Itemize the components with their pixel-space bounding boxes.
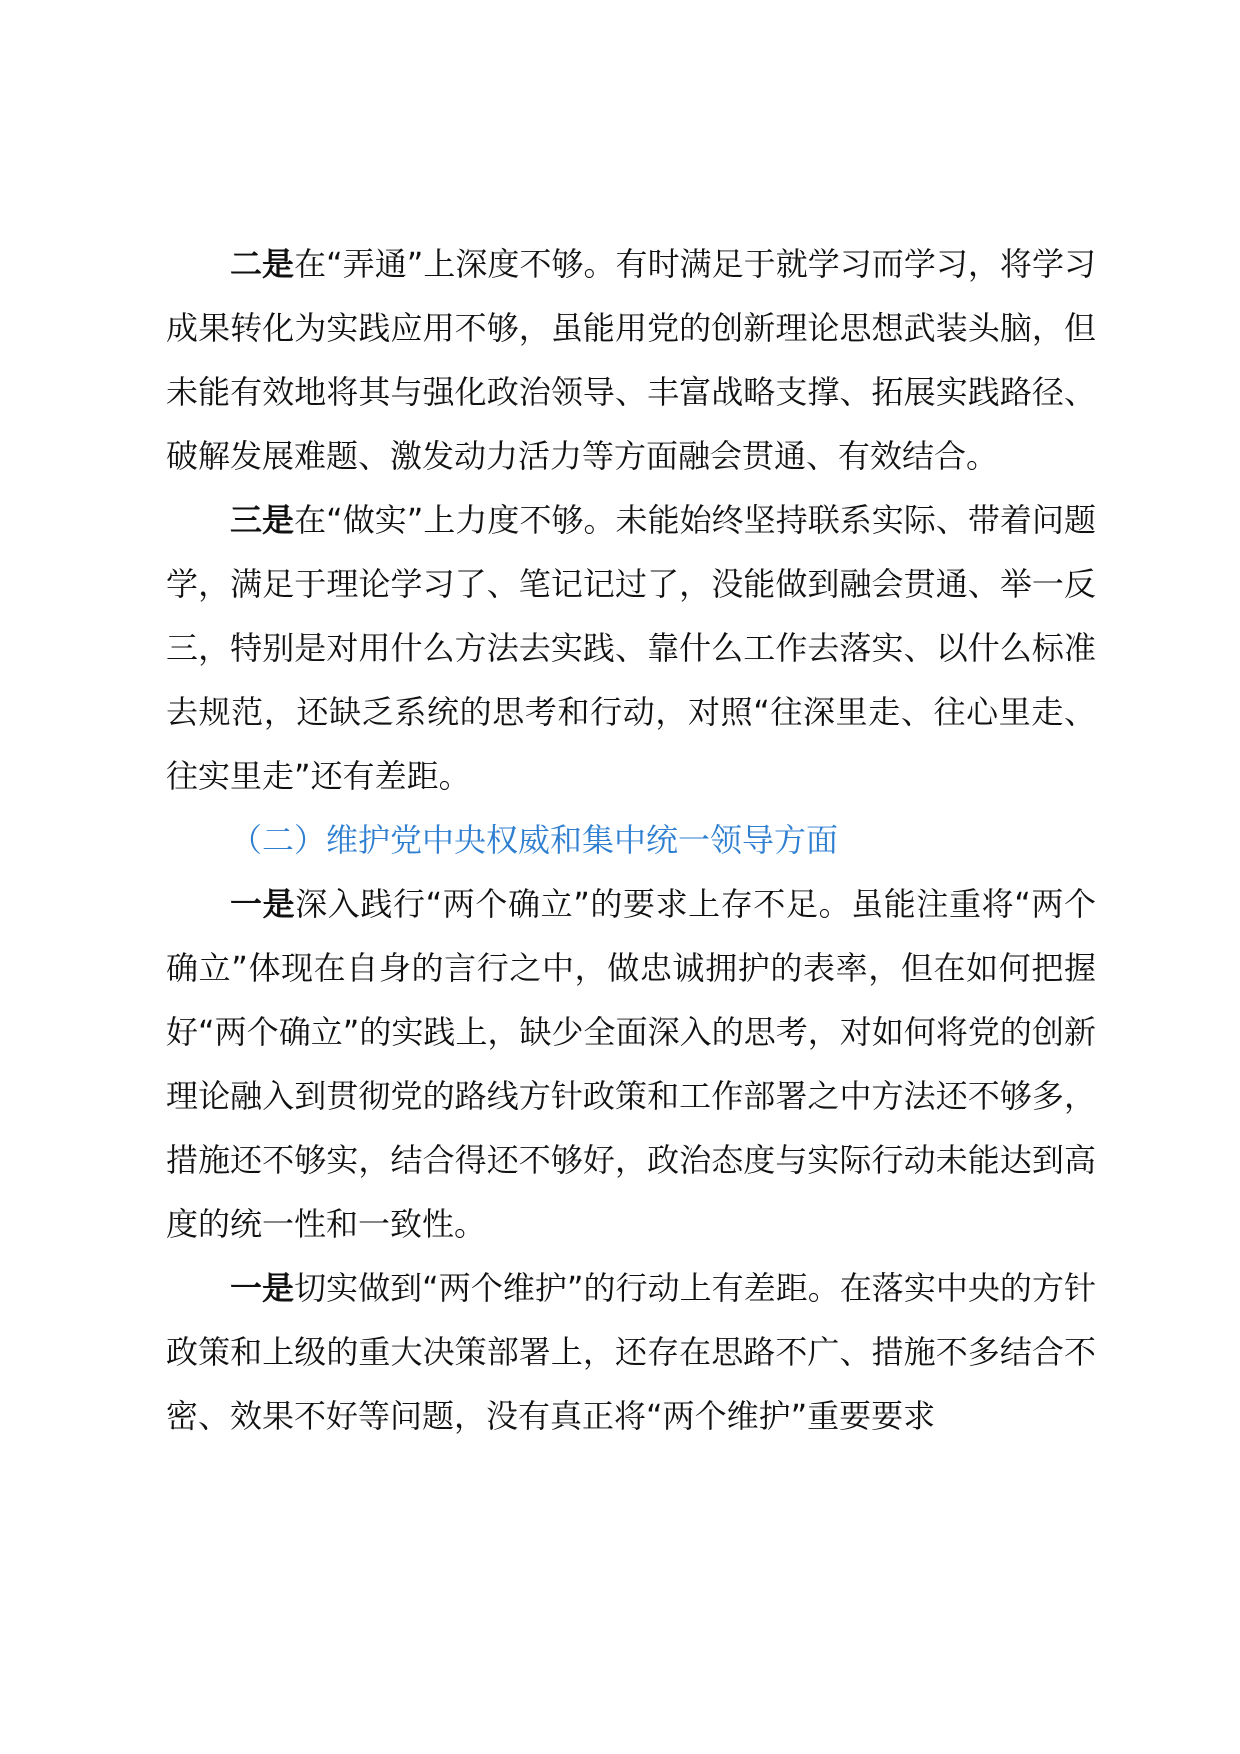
paragraph-second-point [166,232,1096,488]
document-body [166,232,1096,1448]
paragraph-third-point [166,488,1096,808]
paragraph-first-point-b [166,1256,1096,1448]
paragraph-text: 切实做到“两个维护”的行动上有差距。在落实中央的方针政策和上级的重大决策部署上，还存在思路不广、措施不多结合不密、效果不好等问题，没有真正将“两个维护”重要要求 [166,1269,1096,1435]
paragraph-lead: 一是 [230,1269,295,1307]
paragraph-text: 深入践行“两个确立”的要求上存不足。虽能注重将“两个确立”体现在自身的言行之中，做忠诚拥护的表率，但在如何把握好“两个确立”的实践上，缺少全面深入的思考，对如何将党的创新理论融入到贯彻党的路线方针政策和工作部署之中方法还不够多，措施还不够实，结合得还不够好，政治态度与实际行动未能达到高度的统一性和一致性。 [166,885,1096,1243]
paragraph-text: 在“弄通”上深度不够。有时满足于就学习而学习，将学习成果转化为实践应用不够，虽能用党的创新理论思想武装头脑，但未能有效地将其与强化政治领导、丰富战略支撑、拓展实践路径、破解发展难题、激发动力活力等方面融会贯通、有效结合。 [166,245,1096,475]
paragraph-lead: 一是 [230,885,296,923]
paragraph-text: 在“做实”上力度不够。未能始终坚持联系实际、带着问题学，满足于理论学习了、笔记记过了，没能做到融会贯通、举一反三，特别是对用什么方法去实践、靠什么工作去落实、以什么标准去规范，还缺乏系统的思考和行动，对照“往深里走、往心里走、往实里走”还有差距。 [166,501,1096,795]
paragraph-lead: 三是 [230,501,295,539]
paragraph-lead: 二是 [230,245,295,283]
section-heading: （二）维护党中央权威和集中统一领导方面 [230,821,839,859]
paragraph-first-point-a [166,872,1096,1256]
